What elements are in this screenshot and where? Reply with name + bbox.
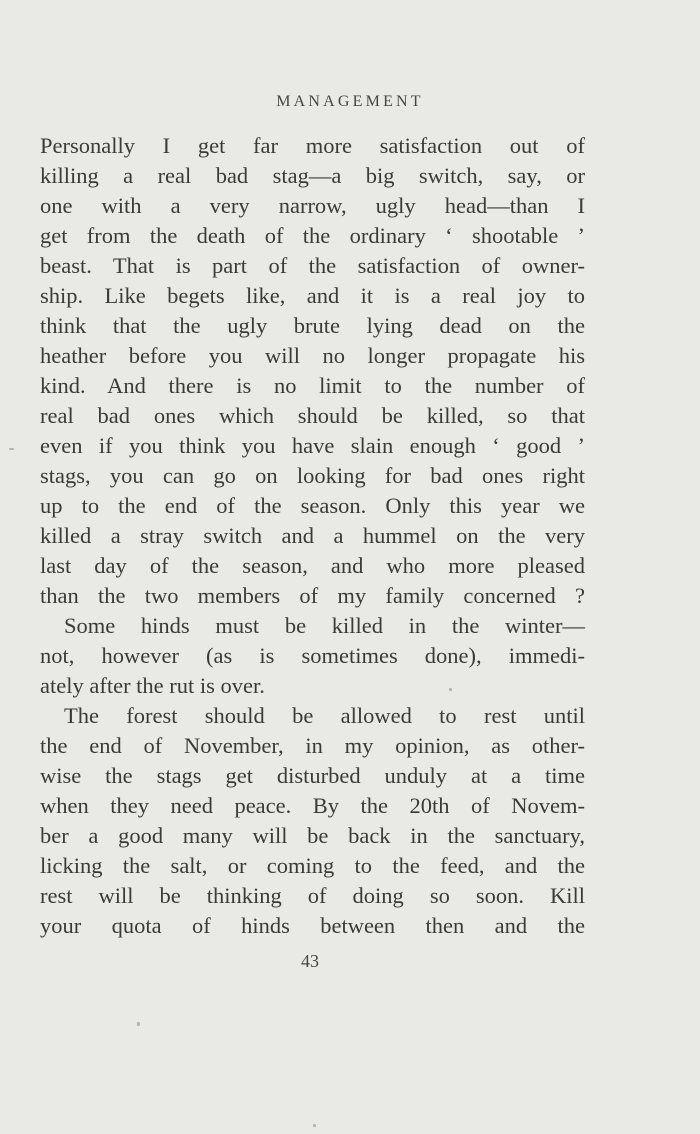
text-line: ately after the rut is over. xyxy=(40,673,265,698)
text-line: wise the stags get disturbed unduly at a time xyxy=(40,763,585,788)
text-line: kind. And there is no limit to the number of xyxy=(40,373,585,398)
scan-speck xyxy=(9,448,14,450)
text-line: killed a stray switch and a hummel on the very xyxy=(40,523,585,548)
scan-speck xyxy=(313,1124,316,1127)
text-line: The forest should be allowed to rest until xyxy=(64,703,585,728)
text-line: one with a very narrow, ugly head—than I xyxy=(40,193,585,218)
text-line: beast. That is part of the satisfaction of owner- xyxy=(40,253,585,278)
text-line: heather before you will no longer propagate his xyxy=(40,343,585,368)
text-line: not, however (as is sometimes done), immedi- xyxy=(40,643,585,668)
page-number: 43 xyxy=(301,951,319,971)
text-line: get from the death of the ordinary ‘ shootable ’ xyxy=(40,223,585,248)
text-line: licking the salt, or coming to the feed, and the xyxy=(40,853,585,878)
text-line: stags, you can go on looking for bad ones right xyxy=(40,463,585,488)
text-line: Some hinds must be killed in the winter— xyxy=(64,613,585,638)
text-line: last day of the season, and who more pleased xyxy=(40,553,585,578)
text-line: ber a good many will be back in the sanctuary, xyxy=(40,823,585,848)
scan-speck xyxy=(137,1022,140,1026)
text-line: ship. Like begets like, and it is a real joy to xyxy=(40,283,585,308)
text-line: think that the ugly brute lying dead on the xyxy=(40,313,585,338)
text-line: even if you think you have slain enough ‘ good ’ xyxy=(40,433,585,458)
text-line: when they need peace. By the 20th of Novem- xyxy=(40,793,585,818)
text-line: Personally I get far more satisfaction out of xyxy=(40,133,585,158)
body-text xyxy=(40,131,585,941)
scan-speck xyxy=(449,688,452,691)
running-head: MANAGEMENT xyxy=(276,93,424,110)
text-line: rest will be thinking of doing so soon. Kill xyxy=(40,883,585,908)
text-line: killing a real bad stag—a big switch, say, or xyxy=(40,163,585,188)
text-line: the end of November, in my opinion, as other- xyxy=(40,733,585,758)
text-line: up to the end of the season. Only this year we xyxy=(40,493,585,518)
text-line: than the two members of my family concerned ? xyxy=(40,583,585,608)
text-line: real bad ones which should be killed, so that xyxy=(40,403,585,428)
text-line: your quota of hinds between then and the xyxy=(40,913,585,938)
